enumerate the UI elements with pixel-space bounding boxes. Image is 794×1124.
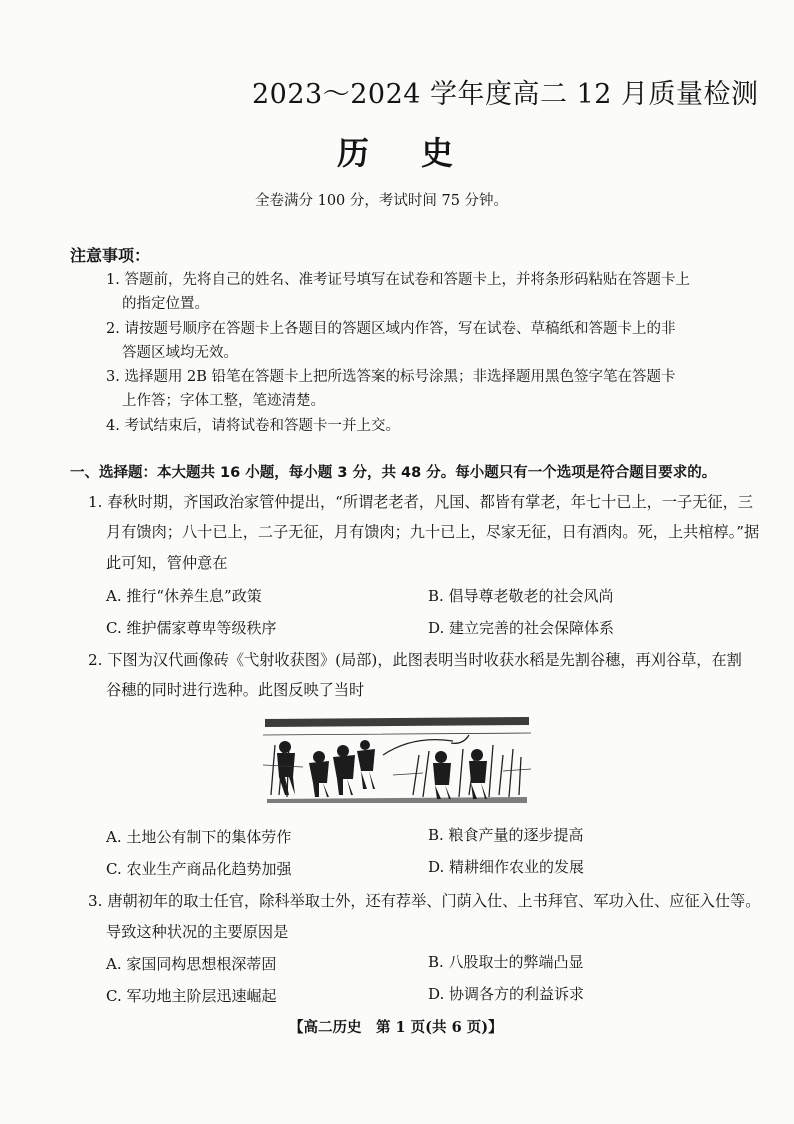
question-3-option-d: D. 协调各方的利益诉求 (428, 985, 585, 1003)
question-2-option-d: D. 精耕细作农业的发展 (428, 858, 585, 876)
notice-line: 的指定位置。 (122, 296, 209, 312)
question-2-line: 谷穗的同时进行选种。此图反映了当时 (106, 681, 365, 699)
question-1-option-d: D. 建立完善的社会保障体系 (428, 619, 615, 637)
section-heading: 一、选择题：本大题共 16 小题，每小题 3 分，共 48 分。每小题只有一个选项是符合题目要求的。 (70, 465, 717, 481)
question-3-line: 导致这种状况的主要原因是 (106, 923, 289, 941)
question-2-option-c: C. 农业生产商品化趋势加强 (106, 860, 292, 878)
question-1-option-a: A. 推行“休养生息”政策 (106, 587, 262, 605)
question-3-line: 3. 唐朝初年的取士任官，除科举取士外，还有荐举、门荫入仕、上书拜官、军功入仕、应征入仕等。 (88, 892, 761, 910)
question-2-option-b: B. 粮食产量的逐步提高 (428, 826, 584, 844)
question-3-option-c: C. 军功地主阶层迅速崛起 (106, 987, 277, 1005)
notice-line: 2. 请按题号顺序在答题卡上各题目的答题区域内作答，写在试卷、草稿纸和答题卡上的非 (106, 321, 676, 337)
notice-line: 3. 选择题用 2B 铅笔在答题卡上把所选答案的标号涂黑；非选择题用黑色签字笔在答题卡 (106, 369, 676, 385)
notice-line: 1. 答题前，先将自己的姓名、准考证号填写在试卷和答题卡上，并将条形码粘贴在答题卡上 (106, 272, 690, 288)
question-2-line: 2. 下图为汉代画像砖《弋射收获图》(局部)，此图表明当时收获水稻是先割谷穗，再刈谷草，在割 (88, 651, 742, 669)
question-1-line: 1. 春秋时期，齐国政治家管仲提出，“所谓老老者，凡国、都皆有掌老，年七十已上，一子无征，三 (88, 493, 753, 511)
question-2-option-a: A. 土地公有制下的集体劳作 (106, 828, 292, 846)
question-1-option-c: C. 维护儒家尊卑等级秩序 (106, 619, 277, 637)
question-3-option-a: A. 家国同构思想根深蒂固 (106, 955, 277, 973)
notice-line: 4. 考试结束后，请将试卷和答题卡一并上交。 (106, 418, 400, 434)
notice-line: 上作答；字体工整，笔迹清楚。 (122, 393, 325, 409)
question-3-option-b: B. 八股取士的弊端凸显 (428, 953, 584, 971)
page-footer: 【高二历史 第 1 页(共 6 页)】 (289, 1019, 503, 1036)
question-1-option-b: B. 倡导尊老敬老的社会风尚 (428, 587, 614, 605)
question-1-line: 月有馈肉；八十已上，二子无征，月有馈肉；九十已上，尽家无征，日有酒肉。死，上共棺椁。”据 (106, 523, 760, 541)
notice-line: 答题区域均无效。 (122, 345, 238, 361)
subject-title: 历史 (337, 134, 506, 172)
exam-info: 全卷满分 100 分，考试时间 75 分钟。 (255, 193, 509, 209)
question-1-line: 此可知，管仲意在 (106, 554, 228, 572)
han-harvest-relief-image (263, 715, 531, 805)
exam-title: 2023～2024 学年度高二 12 月质量检测 (252, 79, 759, 110)
notice-heading: 注意事项： (70, 246, 151, 265)
